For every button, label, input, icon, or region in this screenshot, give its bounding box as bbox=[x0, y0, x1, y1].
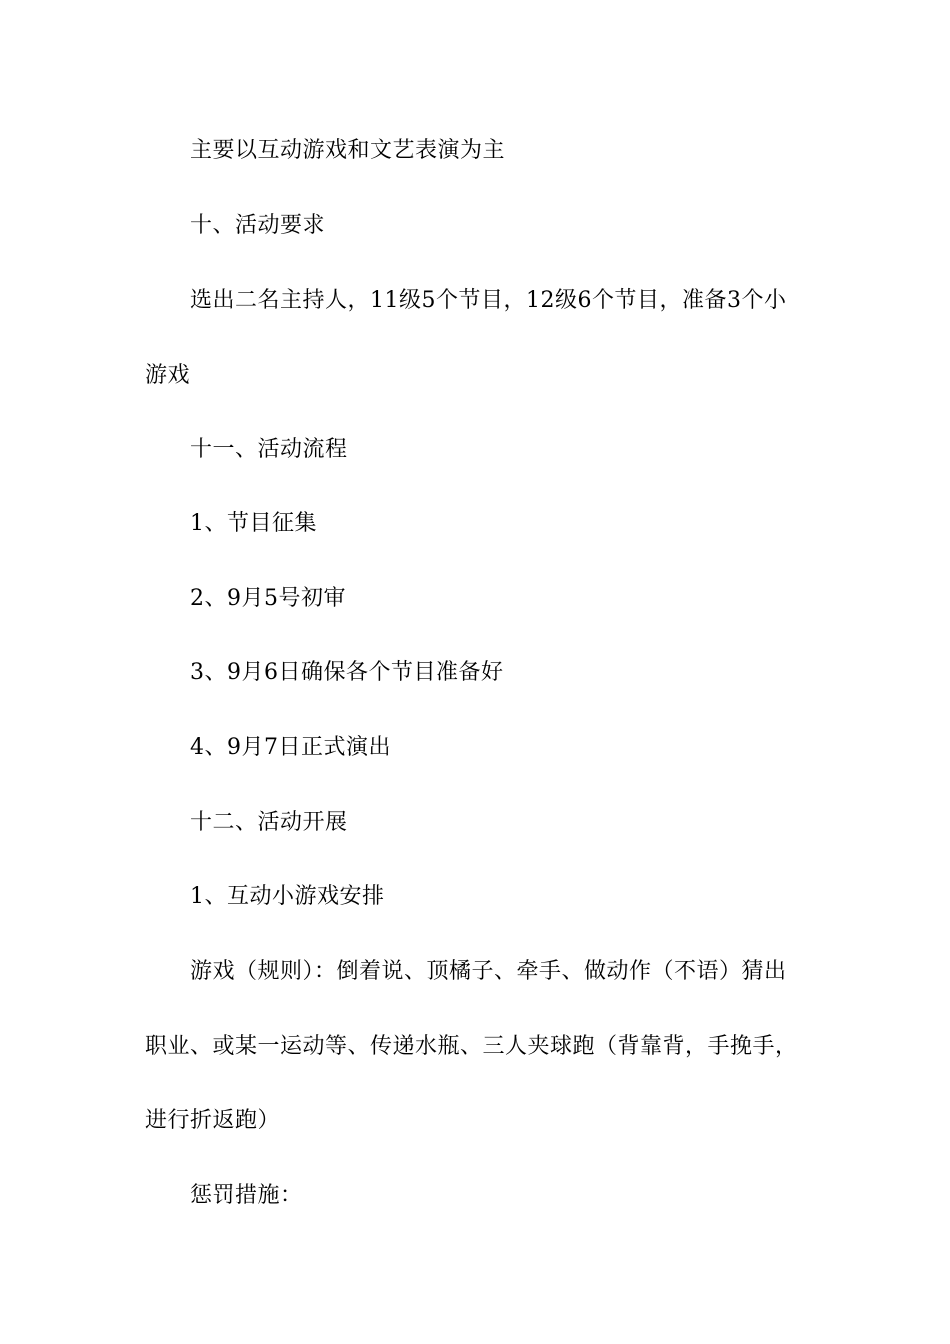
heading-section-12: 十二、活动开展 bbox=[190, 810, 348, 835]
heading-section-10: 十、活动要求 bbox=[190, 213, 326, 238]
list-item-flow-4: 4、9月7日正式演出 bbox=[190, 735, 391, 760]
paragraph-penalty-measures: 惩罚措施： bbox=[190, 1183, 303, 1208]
paragraph-activity-content: 主要以互动游戏和文艺表演为主 bbox=[190, 138, 506, 163]
paragraph-game-rules-line-1: 游戏（规则）：倒着说、顶橘子、牵手、做动作（不语）猜出 bbox=[190, 959, 787, 984]
list-item-flow-2: 2、9月5号初审 bbox=[190, 586, 346, 611]
list-item-flow-1: 1、节目征集 bbox=[190, 511, 317, 536]
paragraph-requirements-line-2: 游戏 bbox=[145, 363, 191, 388]
list-item-flow-3: 3、9月6日确保各个节目准备好 bbox=[190, 660, 504, 685]
list-item-games-arrangement: 1、互动小游戏安排 bbox=[190, 884, 385, 909]
paragraph-game-rules-line-2: 职业、或某一运动等、传递水瓶、三人夹球跑（背靠背，手挽手， bbox=[145, 1034, 798, 1059]
heading-section-11: 十一、活动流程 bbox=[190, 437, 348, 462]
paragraph-requirements-line-1: 选出二名主持人，11级5个节目，12级6个节目，准备3个小 bbox=[190, 288, 787, 313]
paragraph-game-rules-line-3: 进行折返跑） bbox=[145, 1108, 281, 1133]
